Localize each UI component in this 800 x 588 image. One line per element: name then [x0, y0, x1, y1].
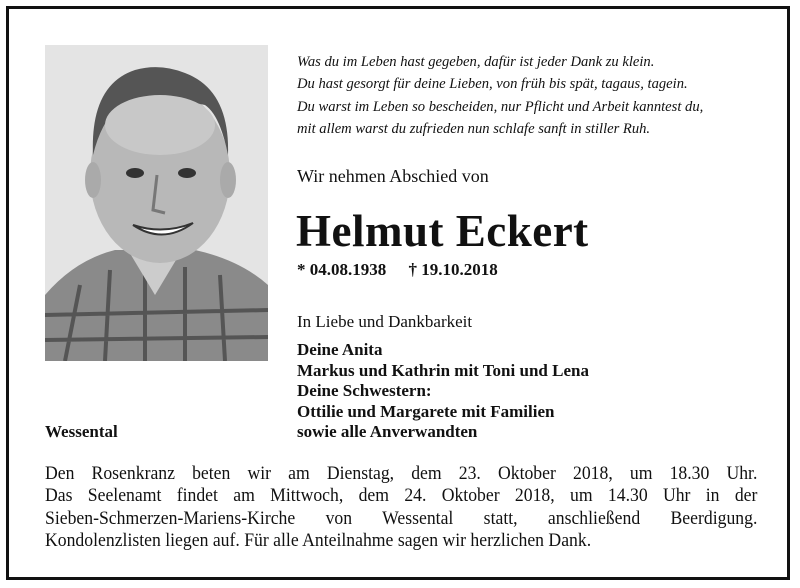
- life-dates: [297, 260, 516, 280]
- place-name: Wessental: [45, 422, 118, 441]
- mourners-list: [297, 340, 589, 443]
- birth-date: * 04.08.1938: [297, 260, 387, 279]
- info-line: Sieben-Schmerzen-Mariens-Kirche von Wessental statt, anschließend Beerdigung.: [45, 507, 758, 529]
- poem-line: Du hast gesorgt für deine Lieben, von früh bis spät, tagaus, tagein.: [297, 76, 688, 93]
- farewell-intro: Wir nehmen Abschied von: [297, 166, 489, 186]
- love-line: In Liebe und Dankbarkeit: [297, 312, 473, 331]
- memorial-poem: [297, 51, 703, 140]
- mourner: Deine Schwestern:: [297, 381, 432, 401]
- mourner: Deine Anita: [297, 340, 383, 359]
- mourner: Ottilie und Margarete mit Familien: [297, 401, 555, 421]
- mourner: sowie alle Anverwandten: [297, 422, 478, 442]
- deceased-name: Helmut Eckert: [296, 206, 589, 256]
- poem-line: Du warst im Leben so bescheiden, nur Pflicht und Arbeit kanntest du,: [297, 98, 704, 115]
- info-line: Kondolenzlisten liegen auf. Für alle Anteilnahme sagen wir herzlichen Dank.: [45, 530, 592, 552]
- death-date: † 19.10.2018: [408, 260, 498, 279]
- service-info: [45, 463, 757, 553]
- poem-line: Was du im Leben hast gegeben, dafür ist jeder Dank zu klein.: [297, 54, 655, 70]
- info-line: Das Seelenamt findet am Mittwoch, dem 24. Oktober 2018, um 14.30 Uhr in der: [45, 485, 758, 507]
- portrait-photo: [45, 45, 268, 361]
- mourner: Markus und Kathrin mit Toni und Lena: [297, 360, 589, 380]
- poem-line: mit allem warst du zufrieden nun schlafe sanft in stiller Ruh.: [297, 120, 651, 137]
- info-line: Den Rosenkranz beten wir am Dienstag, dem 23. Oktober 2018, um 18.30 Uhr.: [45, 463, 758, 484]
